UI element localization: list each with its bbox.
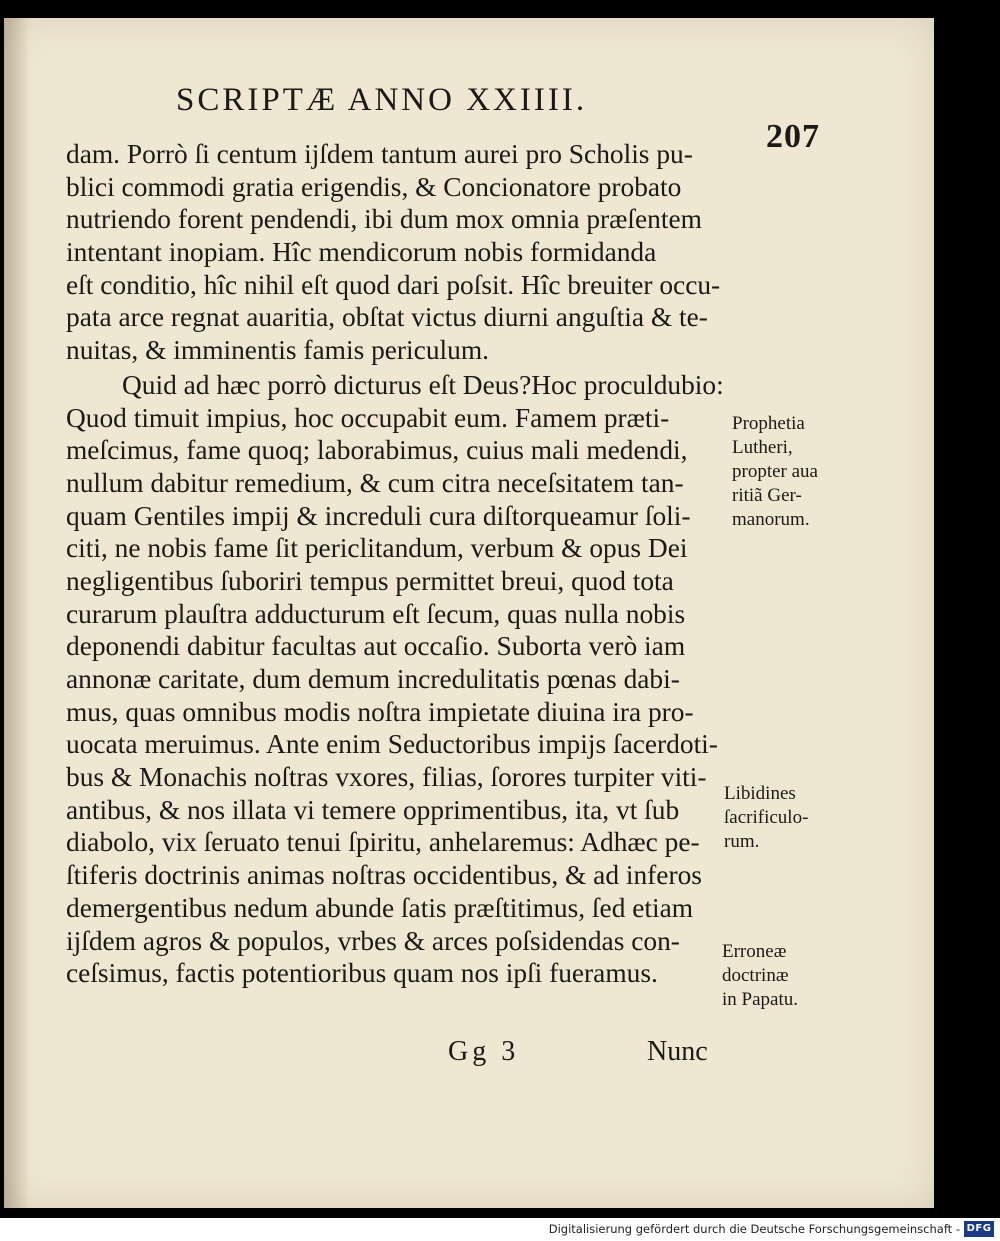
margin-note-line: doctrinæ bbox=[722, 965, 789, 986]
margin-note-erroneae bbox=[722, 940, 798, 1012]
text-line: nuitas, & imminentis famis periculum. bbox=[66, 335, 489, 366]
catchword: Nunc bbox=[647, 1036, 708, 1067]
margin-note-line: manorum. bbox=[732, 509, 810, 530]
text-line: negligentibus ſuboriri tempus permittet breui, quod tota bbox=[66, 565, 674, 596]
text-line: Quid ad hæc porrò dicturus eſt Deus?Hoc proculdubio: bbox=[122, 369, 724, 400]
margin-note-line: Prophetia bbox=[732, 413, 805, 434]
text-line: antibus, & nos illata vi temere opprimentibus, ita, vt ſub bbox=[66, 794, 680, 825]
text-line: uocata meruimus. Ante enim Seductoribus impijs ſacerdoti- bbox=[66, 729, 718, 760]
text-line: ſtiferis doctrinis animas noſtras occidentibus, & ad inferos bbox=[66, 860, 702, 891]
text-line: citi, ne nobis fame ſit periclitandum, verbum & opus Dei bbox=[66, 533, 688, 564]
text-line: blici commodi gratia erigendis, & Concionatore probato bbox=[66, 171, 682, 202]
text-line: dam. Porrò ſi centum ijſdem tantum aurei pro Scholis pu- bbox=[66, 139, 693, 169]
text-line: ijſdem agros & populos, vrbes & arces poſsidendas con- bbox=[66, 925, 680, 956]
margin-note-line: Libidines bbox=[724, 783, 796, 804]
margin-note-line: Erroneæ bbox=[722, 941, 787, 962]
running-head: SCRIPTÆ ANNO XXIIII. bbox=[176, 82, 588, 118]
book-page bbox=[4, 18, 934, 1208]
text-line: bus & Monachis noſtras vxores, filias, ſorores turpiter viti- bbox=[66, 762, 707, 793]
margin-note-line: ritiã Ger- bbox=[732, 485, 802, 506]
text-line: meſcimus, fame quoq; laborabimus, cuius mali medendi, bbox=[66, 435, 688, 466]
margin-note-prophetia bbox=[732, 412, 818, 532]
text-line: pata arce regnat auaritia, obſtat victus diurni anguſtia & te- bbox=[66, 302, 708, 333]
footer-bar bbox=[0, 1218, 1000, 1241]
text-line: curarum plauſtra adducturum eſt ſecum, quas nulla nobis bbox=[66, 598, 686, 629]
text-line: deponendi dabitur facultas aut occaſio. Suborta verò iam bbox=[66, 631, 686, 662]
text-line: annonæ caritate, dum demum incredulitatis pœnas dabi- bbox=[66, 664, 680, 694]
dfg-logo-icon: DFG bbox=[964, 1221, 994, 1237]
text-line: eſt conditio, hîc nihil eſt quod dari poſsit. Hîc breuiter occu- bbox=[66, 269, 721, 300]
text-line: Quod timuit impius, hoc occupabit eum. Famem præti- bbox=[66, 402, 670, 433]
text-line: ceſsimus, factis potentioribus quam nos ipſi fueramus. bbox=[66, 958, 658, 989]
text-line: demergentibus nedum abunde ſatis præſtitimus, ſed etiam bbox=[66, 892, 694, 923]
text-line: intentant inopiam. Hîc mendicorum nobis formidanda bbox=[66, 237, 657, 268]
text-line: quam Gentiles impij & increduli cura diſtorqueamur ſoli- bbox=[66, 500, 691, 531]
page-number: 207 bbox=[766, 118, 820, 155]
margin-note-line: propter aua bbox=[732, 461, 818, 482]
margin-note-line: in Papatu. bbox=[722, 989, 798, 1010]
margin-note-line: rum. bbox=[724, 831, 760, 852]
margin-note-line: ſacrificulo- bbox=[724, 807, 809, 828]
body-text bbox=[66, 138, 726, 990]
text-line: nutriendo forent pendendi, ibi dum mox omnia præſentem bbox=[66, 204, 702, 235]
text-line: mus, quas omnibus modis noſtra impietate diuina ira pro- bbox=[66, 696, 694, 727]
footer-credit: Digitalisierung gefördert durch die Deutsche Forschungsgemeinschaft - bbox=[548, 1222, 960, 1236]
margin-note-line: Lutheri, bbox=[732, 437, 793, 458]
text-line: diabolo, vix ſeruato tenui ſpiritu, anhelaremus: Adhæc pe- bbox=[66, 827, 700, 858]
signature-mark: Gg 3 bbox=[448, 1036, 520, 1067]
margin-note-libidines bbox=[724, 782, 808, 854]
text-line: nullum dabitur remedium, & cum citra neceſsitatem tan- bbox=[66, 467, 684, 498]
